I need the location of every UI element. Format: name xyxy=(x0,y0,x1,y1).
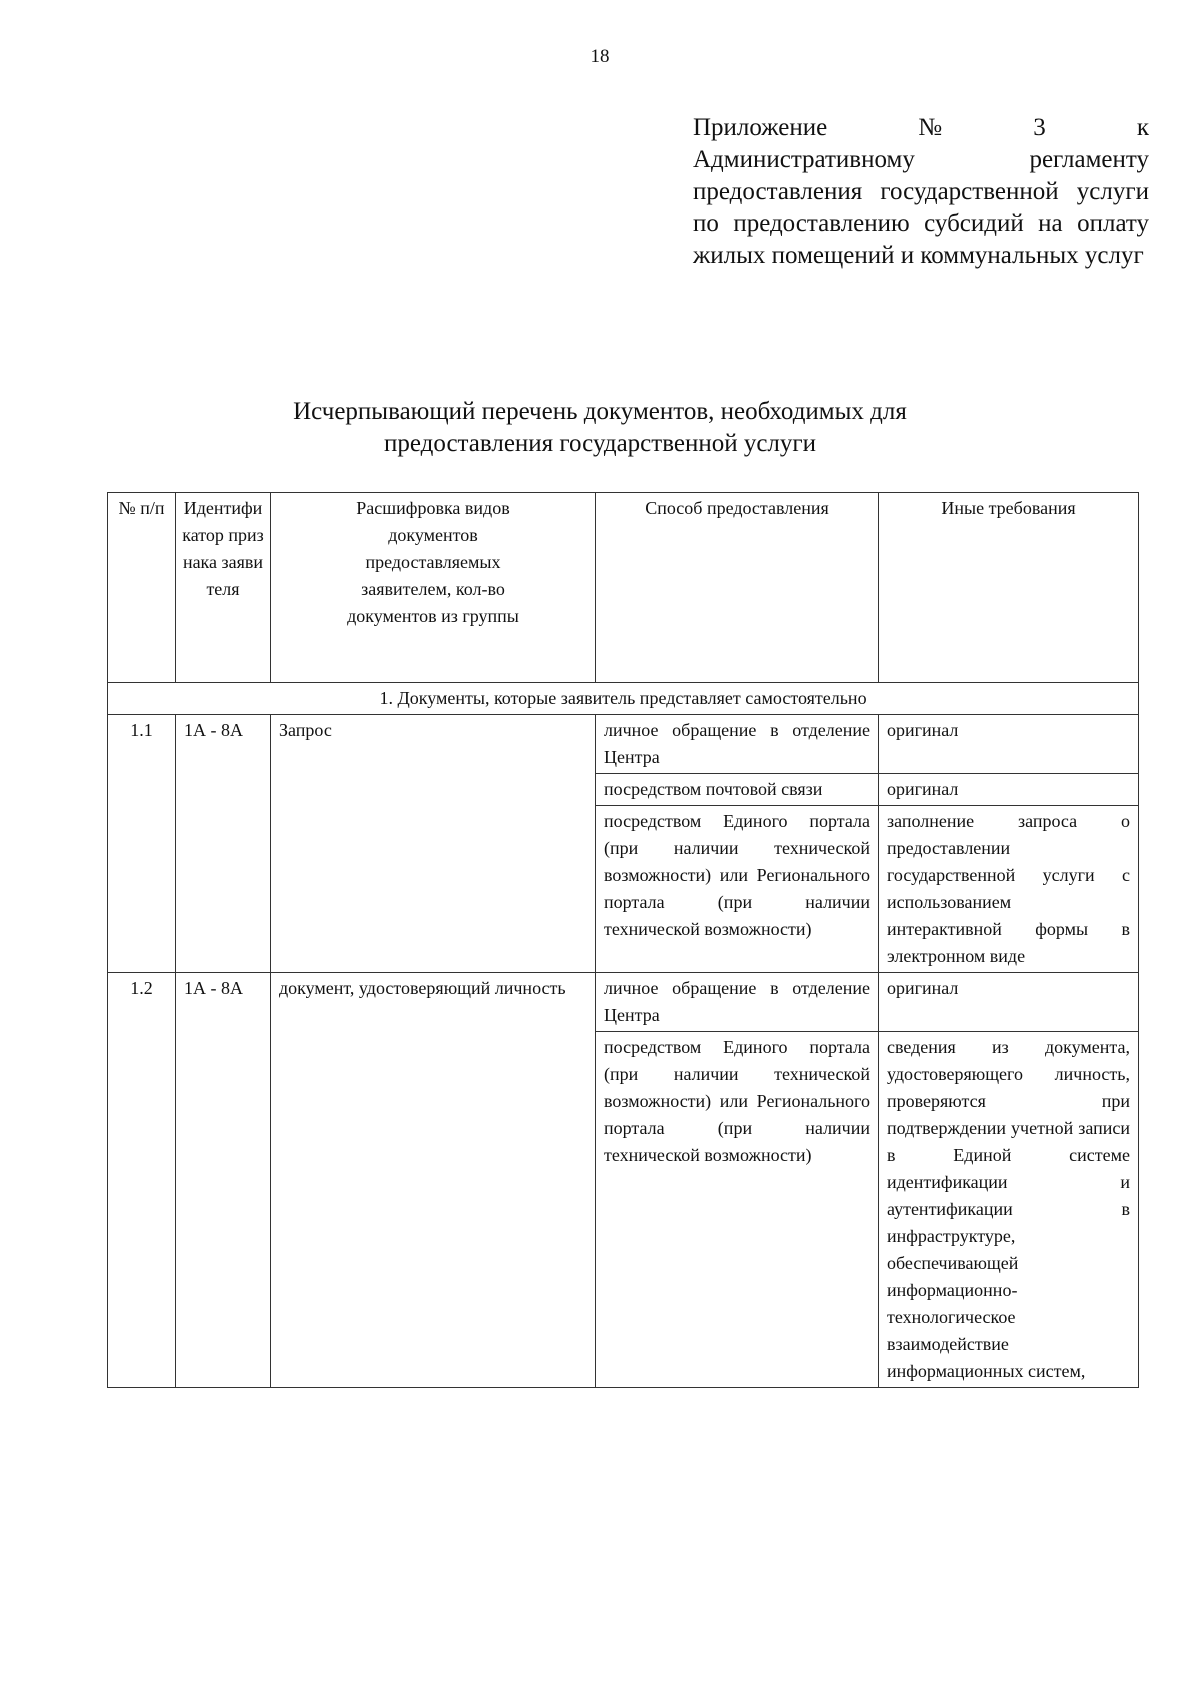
row-method: посредством почтовой связи xyxy=(596,774,879,806)
header-requirements: Иные требования xyxy=(879,493,1139,683)
header-identifier: Идентификатор признака заявителя xyxy=(176,493,271,683)
table-row xyxy=(108,715,1139,774)
header-documents: Расшифровка видов документов предоставляемых заявителем, кол-во документов из группы xyxy=(271,493,596,683)
row-identifier: 1А - 8А xyxy=(176,715,271,973)
row-method: личное обращение в отделение Центра xyxy=(596,715,879,774)
row-requirement: оригинал xyxy=(879,715,1139,774)
appendix-line1 xyxy=(693,112,1149,144)
section-title: 1. Документы, которые заявитель представляет самостоятельно xyxy=(108,683,1139,715)
row-requirement: оригинал xyxy=(879,973,1139,1032)
section-row xyxy=(108,683,1139,715)
row-num: 1.2 xyxy=(108,973,176,1388)
row-document: Запрос xyxy=(271,715,596,973)
row-requirement: оригинал xyxy=(879,774,1139,806)
table-header-row xyxy=(108,493,1139,683)
row-method: личное обращение в отделение Центра xyxy=(596,973,879,1032)
header-num: № п/п xyxy=(108,493,176,683)
row-method: посредством Единого портала (при наличии технической возможности) или Регионального портала (при наличии технической возможности) xyxy=(596,1032,879,1388)
document-title-line2: предоставления государственной услуги xyxy=(383,430,817,457)
document-title xyxy=(110,396,1090,460)
row-num: 1.1 xyxy=(108,715,176,973)
row-requirement: сведения из документа, удостоверяющего личность, проверяются при подтверждении учетной записи в Единой системе идентификации и аутентификации в инфраструктуре, обеспечивающей информационно-технологическое взаимодействие информационных систем, xyxy=(879,1032,1139,1388)
appendix-word: № xyxy=(918,114,943,141)
row-document: документ, удостоверяющий личность xyxy=(271,973,596,1388)
table-row xyxy=(108,973,1139,1032)
page-number: 18 xyxy=(590,46,610,67)
appendix-text: Административному регламенту предоставления государственной услуги по предоставлению субсидий на оплату жилых помещений и коммунальных услуг xyxy=(693,146,1149,269)
appendix-note xyxy=(693,112,1149,272)
appendix-word: 3 xyxy=(1033,114,1046,141)
appendix-word: к xyxy=(1136,114,1149,141)
document-title-line1: Исчерпывающий перечень документов, необходимых для xyxy=(293,398,907,425)
documents-table xyxy=(107,492,1139,1388)
row-method: посредством Единого портала (при наличии технической возможности) или Регионального портала (при наличии технической возможности) xyxy=(596,806,879,973)
appendix-word: Приложение xyxy=(693,114,828,141)
row-requirement: заполнение запроса о предоставлении государственной услуги с использованием интерактивной формы в электронном виде xyxy=(879,806,1139,973)
row-identifier: 1А - 8А xyxy=(176,973,271,1388)
header-method: Способ предоставления xyxy=(596,493,879,683)
